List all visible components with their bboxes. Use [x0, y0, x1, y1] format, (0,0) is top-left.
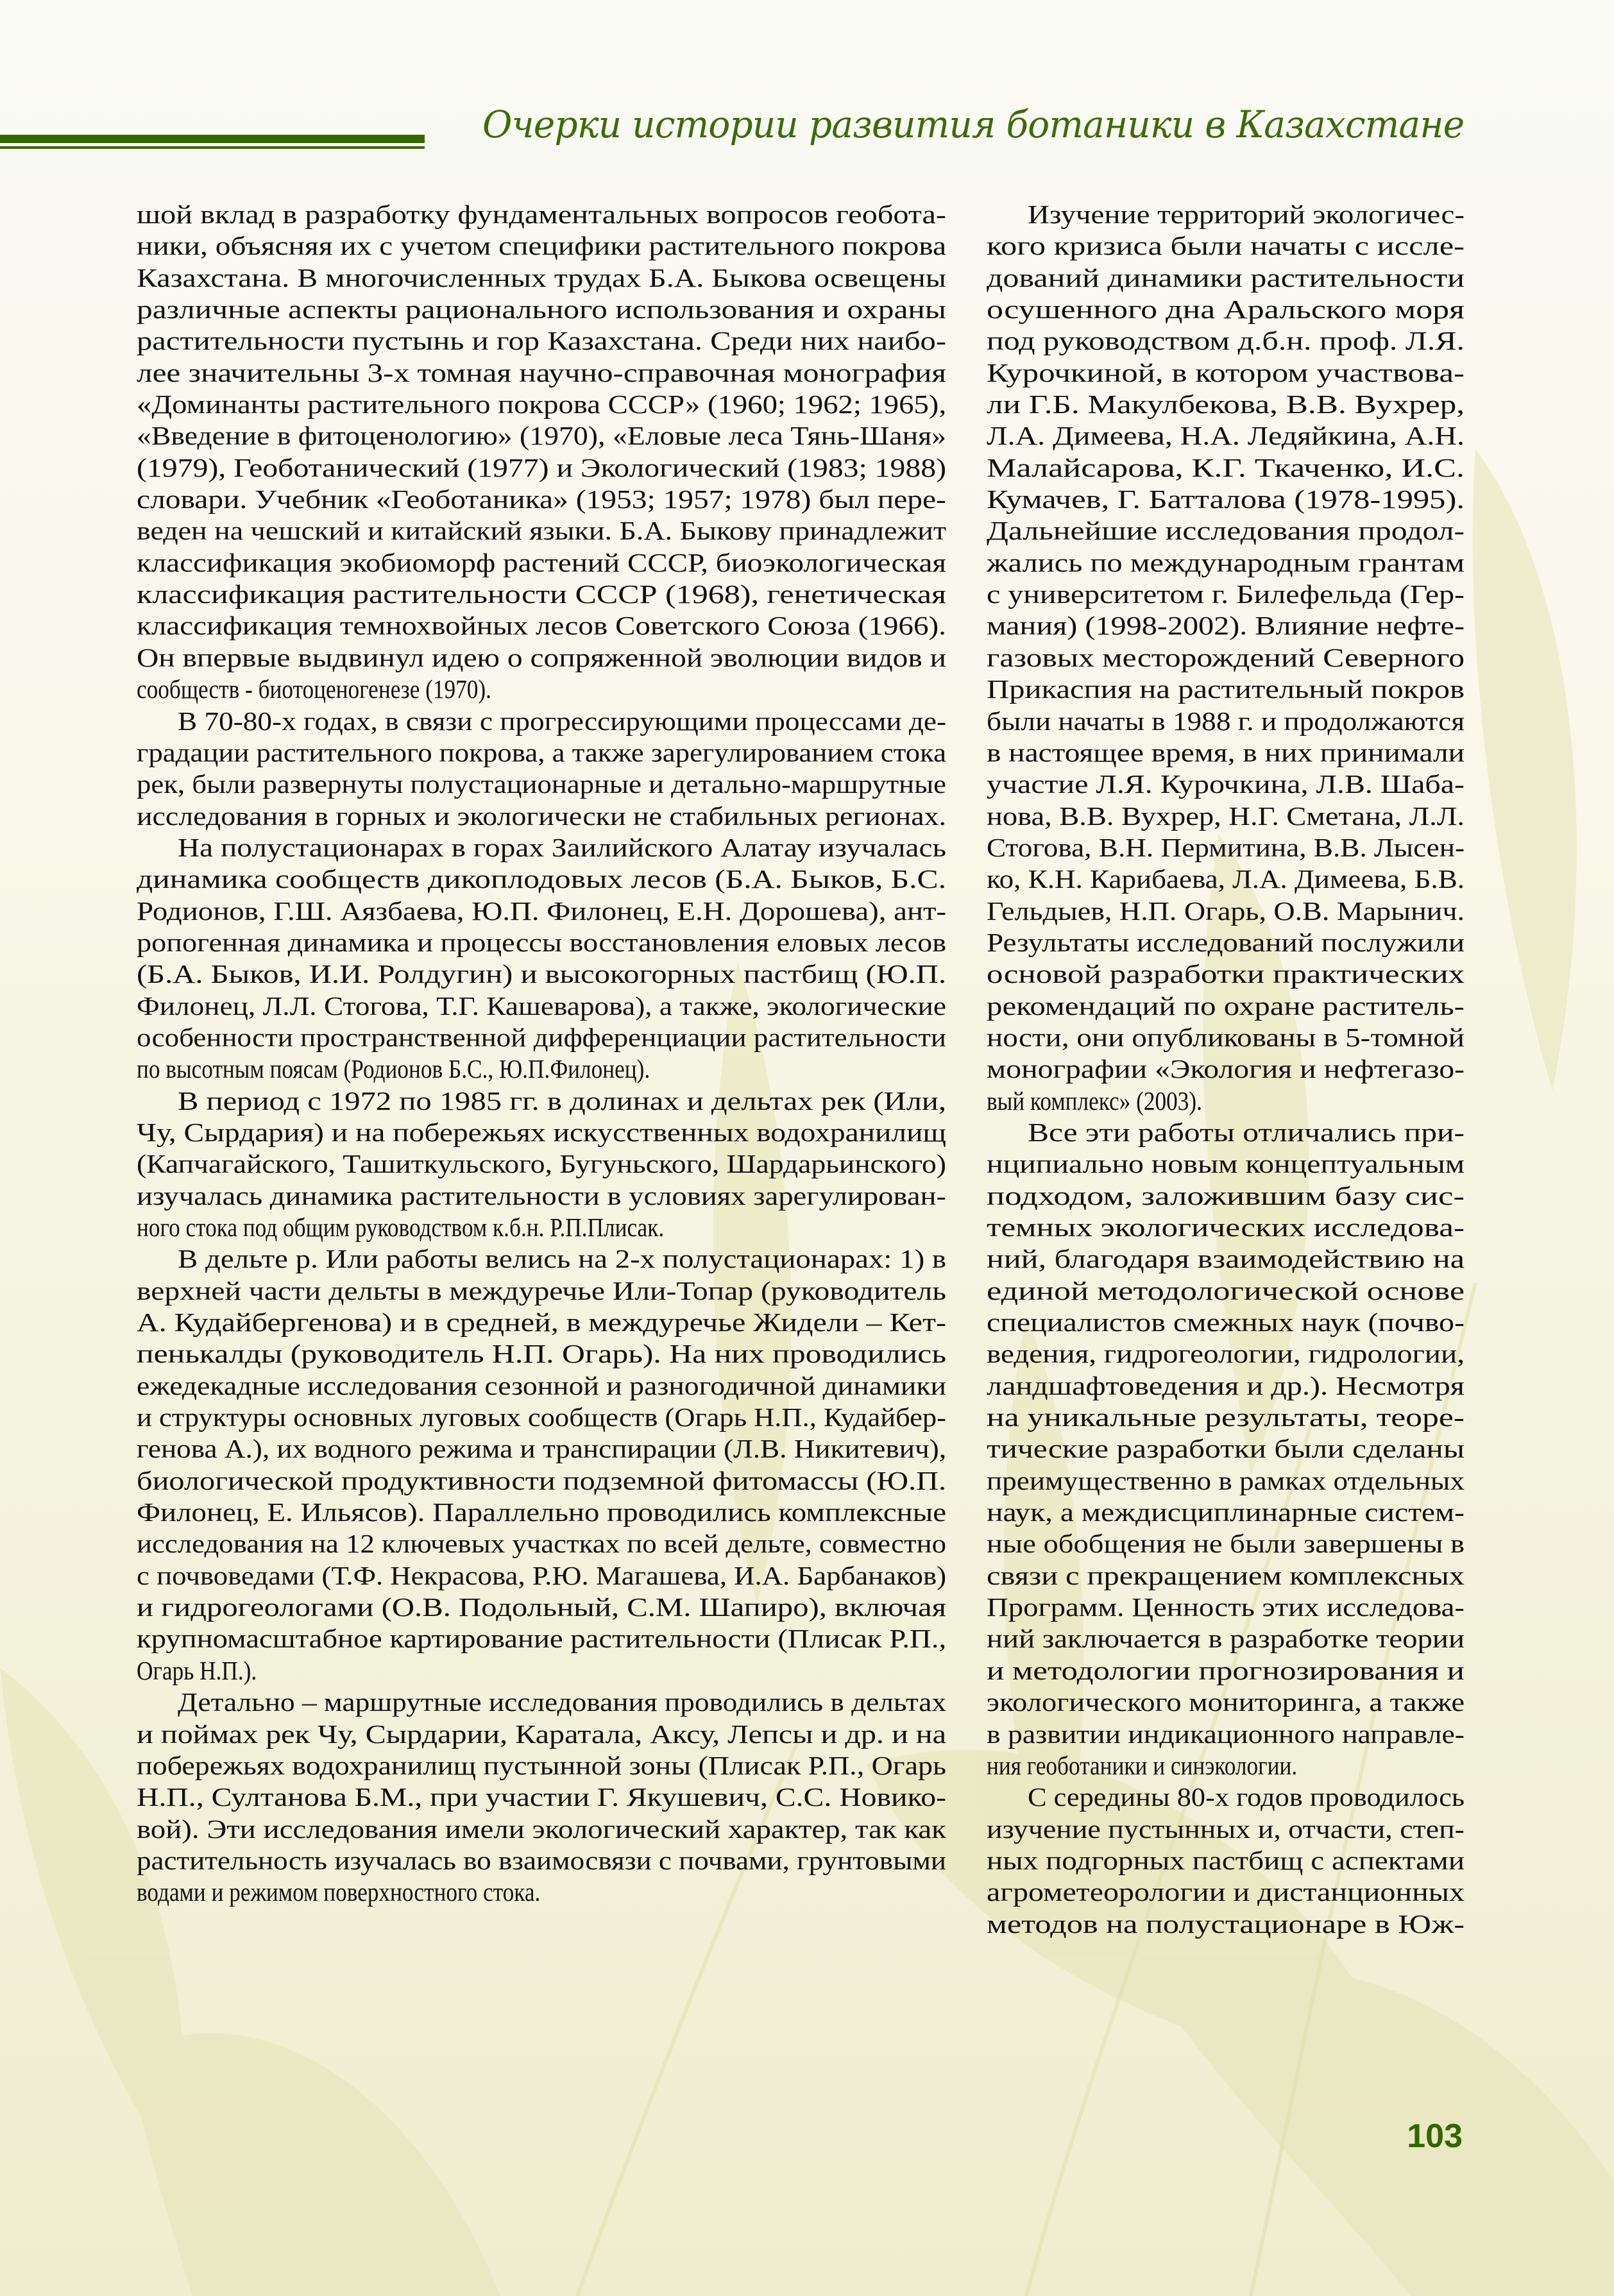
text-line-content: ности, они опубликованы в 5-томной: [987, 1022, 1465, 1052]
text-line: [987, 1876, 1465, 1908]
text-line-content: Филонец, Е. Ильясов). Параллельно проводились комплексные: [137, 1497, 947, 1527]
text-line: [987, 452, 1465, 484]
text-line: [137, 389, 946, 420]
text-line: [987, 706, 1465, 737]
text-line: [987, 1085, 1465, 1117]
text-line-content: рек, были развернуты полустационарные и детально-маршрутные: [137, 769, 946, 799]
text-line-content: различные аспекты рационального использования и охраны: [137, 294, 947, 325]
text-line: [987, 1117, 1465, 1148]
text-line: [987, 1402, 1465, 1433]
text-line: [137, 1528, 946, 1560]
text-line-content: пенькалды (руководитель Н.П. Огарь). На них проводились: [137, 1339, 947, 1369]
text-line: [137, 357, 946, 389]
text-line: [137, 896, 946, 927]
running-title: Очерки истории развития ботаники в Казахстане: [482, 103, 1465, 146]
text-line: [137, 927, 946, 958]
text-line: [137, 958, 946, 990]
text-line-content: с университетом г. Билефельда (Гер-: [987, 579, 1465, 609]
text-line: [137, 863, 946, 895]
text-line: [137, 1623, 946, 1654]
text-line-content: Детально – маршрутные исследования проводились в дельтах: [178, 1687, 947, 1717]
text-line: [987, 832, 1465, 863]
text-line-content: классификация темнохвойных лесов Советского Союза (1966).: [137, 611, 946, 641]
text-line: [137, 1814, 946, 1845]
text-line: [137, 706, 946, 737]
text-line-content: исследования на 12 ключевых участках по всей дельте, совместно: [137, 1529, 947, 1559]
text-line: [137, 674, 946, 705]
text-line: [987, 262, 1465, 294]
text-line-content: лее значительны 3-х томная научно-справочная монография: [137, 357, 947, 387]
text-line: [987, 1623, 1465, 1654]
text-line: [137, 1022, 946, 1053]
text-line-content: ных подгорных пастбищ с аспектами: [987, 1845, 1465, 1875]
text-line-content: основой разработки практических: [987, 959, 1465, 989]
text-line-content: вый комплекс» (2003).: [987, 1085, 1202, 1116]
text-line-content: Прикаспия на растительный покров: [987, 674, 1465, 704]
text-line-content: и методологии прогнозирования и: [987, 1655, 1465, 1685]
text-line: [137, 1338, 946, 1370]
text-line-content: Родионов, Г.Ш. Аязбаева, Ю.П. Филонец, Е.Н. Дорошева), ант-: [137, 896, 947, 926]
text-line-content: преимущественно в рамках отдельных: [987, 1465, 1465, 1495]
left-column: [137, 199, 946, 1909]
text-line: [987, 1497, 1465, 1528]
text-line: [987, 958, 1465, 990]
text-line: [987, 1433, 1465, 1465]
text-line: [137, 1148, 946, 1180]
text-line-content: Филонец, Л.Л. Стогова, Т.Г. Кашеварова), а также, экологические: [137, 991, 946, 1021]
text-line: [137, 610, 946, 642]
text-line: [987, 515, 1465, 547]
text-line: [137, 452, 946, 484]
text-line: [987, 420, 1465, 452]
text-line: [987, 1909, 1465, 1940]
text-line-content: Малайсарова, К.Г. Ткаченко, И.С.: [987, 452, 1465, 482]
text-line-content: жались по международным грантам: [987, 547, 1465, 577]
text-line-content: единой методологической основе: [987, 1275, 1465, 1305]
text-line-content: Н.П., Султанова Б.М., при участии Г. Якушевич, С.С. Новико-: [137, 1782, 946, 1812]
text-line: [137, 1876, 946, 1908]
text-line-content: агрометеорологии и дистанционных: [987, 1877, 1465, 1907]
text-line: [137, 1370, 946, 1402]
text-line-content: ли Г.Б. Макулбекова, В.В. Вухрер,: [987, 389, 1465, 420]
text-line-content: растительности пустынь и гор Казахстана. Среди них наибо-: [137, 326, 947, 356]
text-line: [137, 262, 946, 294]
right-column: [987, 199, 1465, 1940]
text-line: [137, 325, 946, 357]
text-line: [137, 1560, 946, 1592]
text-line-content: (Капчагайского, Ташиткульского, Бугуньского, Шардарьинского): [137, 1149, 946, 1179]
text-line-content: экологического мониторинга, а также: [987, 1687, 1465, 1717]
text-line: [987, 325, 1465, 357]
text-line-content: с почвоведами (Т.Ф. Некрасова, Р.Ю. Магашева, И.А. Барбанаков): [137, 1560, 947, 1590]
text-line: [137, 737, 946, 769]
text-line: [987, 1275, 1465, 1307]
text-line: [987, 1243, 1465, 1275]
text-line-content: наук, а междисциплинарные систем-: [987, 1497, 1465, 1527]
text-line-content: Программ. Ценность этих исследова-: [987, 1592, 1465, 1622]
text-line: [987, 294, 1465, 325]
text-line: [987, 642, 1465, 674]
text-line-content: биологической продуктивности подземной фитомассы (Ю.П.: [137, 1465, 947, 1495]
text-line: [137, 1180, 946, 1212]
text-line-content: особенности пространственной дифференциации растительности: [137, 1022, 947, 1052]
text-line-content: исследования в горных и экологически не стабильных регионах.: [137, 801, 946, 831]
text-line-content: В период с 1972 по 1985 гг. в долинах и дельтах рек (Или,: [178, 1085, 947, 1116]
text-line: [987, 1370, 1465, 1402]
text-line-content: классификация растительности СССР (1968), генетическая: [137, 579, 946, 609]
text-line-content: Стогова, В.Н. Пермитина, В.В. Лысен-: [987, 832, 1465, 862]
text-line: [987, 1180, 1465, 1212]
text-line-content: монографии «Экология и нефтегазо-: [987, 1054, 1465, 1084]
text-line: [137, 547, 946, 579]
text-line-content: дований динамики растительности: [987, 262, 1465, 293]
text-line: [987, 801, 1465, 832]
text-line-content: веден на чешский и китайский языки. Б.А. Быкову принадлежит: [137, 516, 946, 546]
text-line-content: «Введение в фитоценологию» (1970), «Еловые леса Тянь-Шаня»: [137, 421, 946, 451]
text-line: [987, 896, 1465, 927]
text-line-content: ко, К.Н. Карибаева, Л.А. Димеева, Б.В.: [987, 864, 1465, 894]
text-line: [987, 1592, 1465, 1623]
text-line: [987, 1022, 1465, 1053]
text-line-content: верхней части дельты в междуречье Или-Топар (руководитель: [137, 1275, 946, 1305]
text-line: [137, 801, 946, 832]
text-line: [137, 515, 946, 547]
text-line: [987, 579, 1465, 610]
text-line-content: ники, объясняя их с учетом специфики растительного покрова: [137, 231, 946, 261]
text-line-content: изучение пустынных и, отчасти, степ-: [987, 1814, 1465, 1844]
text-line-content: генова А.), их водного режима и транспирации (Л.В. Никитевич),: [137, 1434, 947, 1464]
text-line: [137, 1655, 946, 1687]
text-line: [987, 1782, 1465, 1813]
text-line: [987, 1212, 1465, 1243]
text-line-content: Гельдыев, Н.П. Огарь, О.В. Марынич.: [987, 896, 1465, 926]
text-line-content: классификация экобиоморф растений СССР, биоэкологическая: [137, 547, 946, 577]
text-line: [987, 1465, 1465, 1497]
text-line-content: крупномасштабное картирование растительности (Плисак Р.П.,: [137, 1624, 947, 1654]
text-line-content: вой). Эти исследования имели экологический характер, так как: [137, 1814, 946, 1844]
text-line: [987, 769, 1465, 800]
text-line: [987, 484, 1465, 515]
text-line-content: и гидрогеологами (О.В. Подольный, С.М. Шапиро), включая: [137, 1592, 946, 1622]
text-line-content: Он впервые выдвинул идею о сопряженной эволюции видов и: [137, 642, 947, 672]
text-line: [987, 991, 1465, 1022]
text-line: [987, 1148, 1465, 1180]
text-line-content: Чу, Сырдария) и на побережьях искусственных водохранилищ: [137, 1117, 946, 1147]
text-line: [137, 420, 946, 452]
text-line: [987, 674, 1465, 705]
text-line-content: Кумачев, Г. Батталова (1978-1995).: [987, 484, 1465, 514]
text-line: [137, 1053, 946, 1085]
text-line-content: изучалась динамика растительности в условиях зарегулирован-: [137, 1180, 946, 1211]
header-rule-thick: [0, 135, 425, 143]
text-line-content: тические разработки были сделаны: [987, 1434, 1465, 1464]
text-line-content: градации растительного покрова, а также зарегулированием стока: [137, 737, 947, 767]
text-line: [987, 1845, 1465, 1876]
text-line-content: ния геоботаники и синэкологии.: [987, 1750, 1298, 1780]
text-line: [137, 1687, 946, 1718]
text-line: [987, 357, 1465, 389]
text-line: [137, 1307, 946, 1338]
text-line: [137, 1845, 946, 1876]
text-line-content: на уникальные результаты, теоре-: [987, 1402, 1465, 1433]
text-line: [137, 1402, 946, 1433]
text-line-content: Все эти работы отличались при-: [1028, 1117, 1465, 1147]
text-line-content: и поймах рек Чу, Сырдарии, Каратала, Аксу, Лепсы и др. и на: [137, 1719, 946, 1749]
text-line-content: осушенного дна Аральского моря: [987, 294, 1465, 325]
text-line: [987, 863, 1465, 895]
text-line-content: ежедекадные исследования сезонной и разногодичной динамики: [137, 1370, 946, 1400]
text-line-content: водами и режимом поверхностного стока.: [137, 1877, 541, 1907]
text-line-content: подходом, заложившим базу сис-: [987, 1180, 1465, 1211]
text-line: [137, 1782, 946, 1813]
text-line: [987, 1307, 1465, 1338]
header-rule-thin: [0, 146, 425, 149]
text-line-content: растительность изучалась во взаимосвязи с почвами, грунтовыми: [137, 1845, 946, 1875]
text-line-content: Казахстана. В многочисленных трудах Б.А. Быкова освещены: [137, 262, 946, 293]
text-line-content: участие Л.Я. Курочкина, Л.В. Шаба-: [987, 769, 1465, 799]
text-line-content: по высотным поясам (Родионов Б.С., Ю.П.Филонец).: [137, 1054, 650, 1084]
text-line-content: и структуры основных луговых сообществ (Огарь Н.П., Кудайбер-: [137, 1402, 947, 1433]
text-line-content: В дельте р. Или работы велись на 2-х полустационарах: 1) в: [178, 1244, 947, 1274]
text-line-content: ний, благодаря взаимодействию на: [987, 1244, 1465, 1274]
text-line: [137, 1433, 946, 1465]
text-line-content: ные обобщения не были завершены в: [987, 1529, 1465, 1559]
text-line: [987, 230, 1465, 262]
text-line: [137, 642, 946, 674]
text-line-content: нципиально новым концептуальным: [987, 1149, 1465, 1179]
text-line-content: нова, В.В. Вухрер, Н.Г. Сметана, Л.Л.: [987, 801, 1465, 831]
text-line-content: «Доминанты растительного покрова СССР» (1960; 1962; 1965),: [137, 389, 947, 420]
text-line-content: в развитии индикационного направле-: [987, 1719, 1465, 1749]
text-line-content: ведения, гидрогеологии, гидрологии,: [987, 1339, 1465, 1369]
text-line-content: (Б.А. Быков, И.И. Ролдугин) и высокогорных пастбищ (Ю.П.: [137, 959, 947, 989]
page-number: 103: [1407, 2118, 1463, 2155]
text-line-content: Л.А. Димеева, Н.А. Ледяйкина, А.Н.: [987, 421, 1465, 451]
text-line: [137, 199, 946, 230]
text-line-content: ропогенная динамика и процессы восстановления еловых лесов: [137, 927, 947, 957]
text-line: [987, 927, 1465, 958]
text-line: [137, 1497, 946, 1528]
text-line-content: А. Кудайбергенова) и в средней, в междуречье Жидели – Кет-: [137, 1307, 946, 1338]
text-line: [987, 1655, 1465, 1687]
text-line-content: ного стока под общим руководством к.б.н. Р.П.Плисак.: [137, 1212, 665, 1242]
text-line-content: темных экологических исследова-: [987, 1212, 1465, 1242]
text-line: [987, 1053, 1465, 1085]
text-line: [987, 610, 1465, 642]
text-line: [137, 832, 946, 863]
text-line-content: Дальнейшие исследования продол-: [987, 516, 1465, 546]
text-line-content: связи с прекращением комплексных: [987, 1560, 1465, 1590]
text-line: [987, 389, 1465, 420]
text-line-content: побережьях водохранилищ пустынной зоны (Плисак Р.П., Огарь: [137, 1750, 946, 1780]
text-line-content: в настоящее время, в них принимали: [987, 737, 1465, 767]
text-line: [137, 1117, 946, 1148]
text-line: [137, 579, 946, 610]
text-line-content: специалистов смежных наук (почво-: [987, 1307, 1465, 1338]
text-line: [137, 230, 946, 262]
text-line: [987, 1750, 1465, 1782]
text-line-content: шой вклад в разработку фундаментальных вопросов геобота-: [137, 200, 946, 229]
text-line: [987, 1560, 1465, 1592]
text-line-content: мания) (1998-2002). Влияние нефте-: [987, 611, 1465, 641]
text-line-content: под руководством д.б.н. проф. Л.Я.: [987, 326, 1465, 356]
text-line: [987, 1814, 1465, 1845]
text-line-content: рекомендаций по охране раститель-: [987, 991, 1465, 1021]
text-line: [137, 1750, 946, 1782]
text-line-content: Результаты исследований послужили: [987, 927, 1465, 957]
text-line-content: газовых месторождений Северного: [987, 642, 1465, 672]
text-line-content: динамика сообществ дикоплодовых лесов (Б.А. Быков, Б.С.: [137, 864, 947, 894]
text-line: [137, 1212, 946, 1243]
text-line-content: кого кризиса были начаты с иссле-: [987, 231, 1465, 261]
text-line-content: Огарь Н.П.).: [137, 1655, 257, 1685]
text-line-content: методов на полустационаре в Юж-: [987, 1909, 1465, 1939]
text-line-content: Курочкиной, в котором участвова-: [987, 357, 1465, 387]
text-line: [987, 1719, 1465, 1750]
text-line-content: сообществ - биотоценогенезе (1970).: [137, 674, 491, 704]
text-line: [987, 1528, 1465, 1560]
text-line: [137, 294, 946, 325]
text-line-content: В 70-80-х годах, в связи с прогрессирующими процессами де-: [178, 706, 947, 736]
text-line: [987, 547, 1465, 579]
text-line: [137, 991, 946, 1022]
text-line: [137, 1243, 946, 1275]
text-line: [137, 1085, 946, 1117]
text-line: [137, 1592, 946, 1623]
text-line-content: ний заключается в разработке теории: [987, 1624, 1465, 1654]
text-line: [137, 1465, 946, 1497]
text-line: [137, 1719, 946, 1750]
text-line: [987, 1338, 1465, 1370]
text-line: [987, 199, 1465, 230]
text-line: [137, 484, 946, 515]
text-line-content: словари. Учебник «Геоботаника» (1953; 1957; 1978) был пере-: [137, 484, 946, 514]
text-line-content: С середины 80-х годов проводилось: [1028, 1782, 1465, 1812]
text-line: [987, 737, 1465, 769]
text-line-content: Изучение территорий экологичес-: [1028, 200, 1465, 229]
text-line: [137, 1275, 946, 1307]
text-line-content: были начаты в 1988 г. и продолжаются: [987, 706, 1465, 736]
text-line: [137, 769, 946, 800]
text-line-content: ландшафтоведения и др.). Несмотря: [987, 1370, 1465, 1400]
text-line: [987, 1687, 1465, 1718]
text-line-content: На полустационарах в горах Заилийского Алатау изучалась: [178, 832, 947, 862]
text-line-content: (1979), Геоботанический (1977) и Экологический (1983; 1988): [137, 452, 947, 482]
